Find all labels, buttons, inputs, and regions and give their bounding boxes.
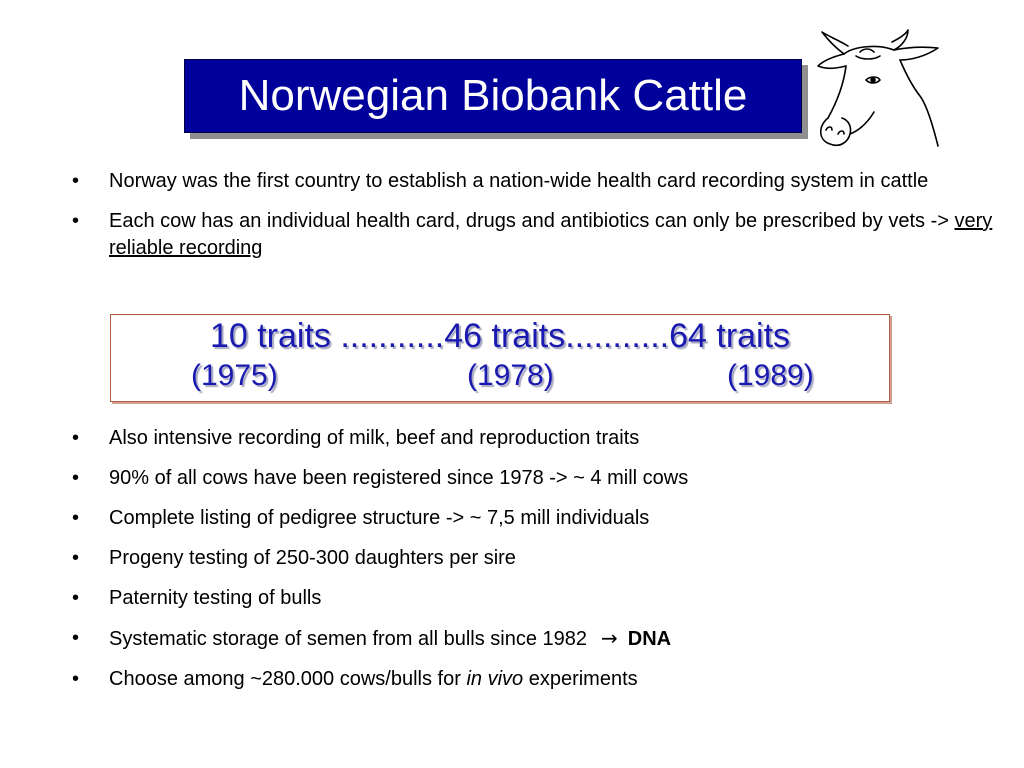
- bullet-text: Paternity testing of bulls: [109, 587, 322, 609]
- dna-label: DNA: [627, 628, 672, 650]
- list-item: [72, 208, 1002, 262]
- list-item: [72, 625, 1002, 653]
- intro-bullet-list: [72, 168, 1002, 275]
- list-item: [72, 168, 1002, 195]
- bullet-marker: •: [72, 210, 80, 232]
- bullet-marker: •: [72, 547, 80, 569]
- italic-term: in vivo: [466, 668, 524, 690]
- bullet-marker: •: [72, 587, 80, 609]
- bullet-text: 90% of all cows have been registered since 1978 -> ~ 4 mill cows: [109, 467, 689, 489]
- bullet-marker: •: [72, 467, 80, 489]
- traits-timeline-box: [110, 314, 890, 402]
- list-item: [72, 425, 1002, 452]
- detail-bullet-list: [72, 425, 1002, 706]
- list-item: [72, 505, 1002, 532]
- traits-counts: 10 traits ...........46 traits...........64 traits: [209, 317, 791, 355]
- slide-title-box: [184, 59, 802, 133]
- year-label: (1978): [467, 359, 554, 392]
- bullet-marker: •: [72, 170, 80, 192]
- slide-title: Norwegian Biobank Cattle: [238, 71, 748, 120]
- cow-icon: [808, 26, 948, 156]
- bullet-text-end: experiments: [523, 668, 638, 690]
- bullet-text: Each cow has an individual health card, drugs and antibiotics can only be prescribed by vets ->: [109, 210, 955, 232]
- bullet-text: Choose among ~280.000 cows/bulls for: [109, 668, 467, 690]
- list-item: [72, 545, 1002, 572]
- list-item: [72, 585, 1002, 612]
- bullet-marker: •: [72, 668, 80, 690]
- bullet-text: Complete listing of pedigree structure -> ~ 7,5 mill individuals: [109, 507, 650, 529]
- bullet-text: Systematic storage of semen from all bulls since 1982: [109, 628, 587, 650]
- list-item: [72, 666, 1002, 693]
- bullet-text: Progeny testing of 250-300 daughters per sire: [109, 547, 516, 569]
- bullet-marker: •: [72, 507, 80, 529]
- right-arrow-icon: →: [601, 626, 618, 650]
- underlined-text: very reliable recording: [109, 210, 993, 259]
- bullet-text: Also intensive recording of milk, beef and reproduction traits: [109, 427, 640, 449]
- bullet-text: Norway was the first country to establish a nation-wide health card recording system in cattle: [109, 170, 929, 192]
- bullet-marker: •: [72, 627, 80, 649]
- list-item: [72, 465, 1002, 492]
- bullet-marker: •: [72, 427, 80, 449]
- year-label: (1975): [191, 359, 278, 392]
- year-label: (1989): [727, 359, 814, 392]
